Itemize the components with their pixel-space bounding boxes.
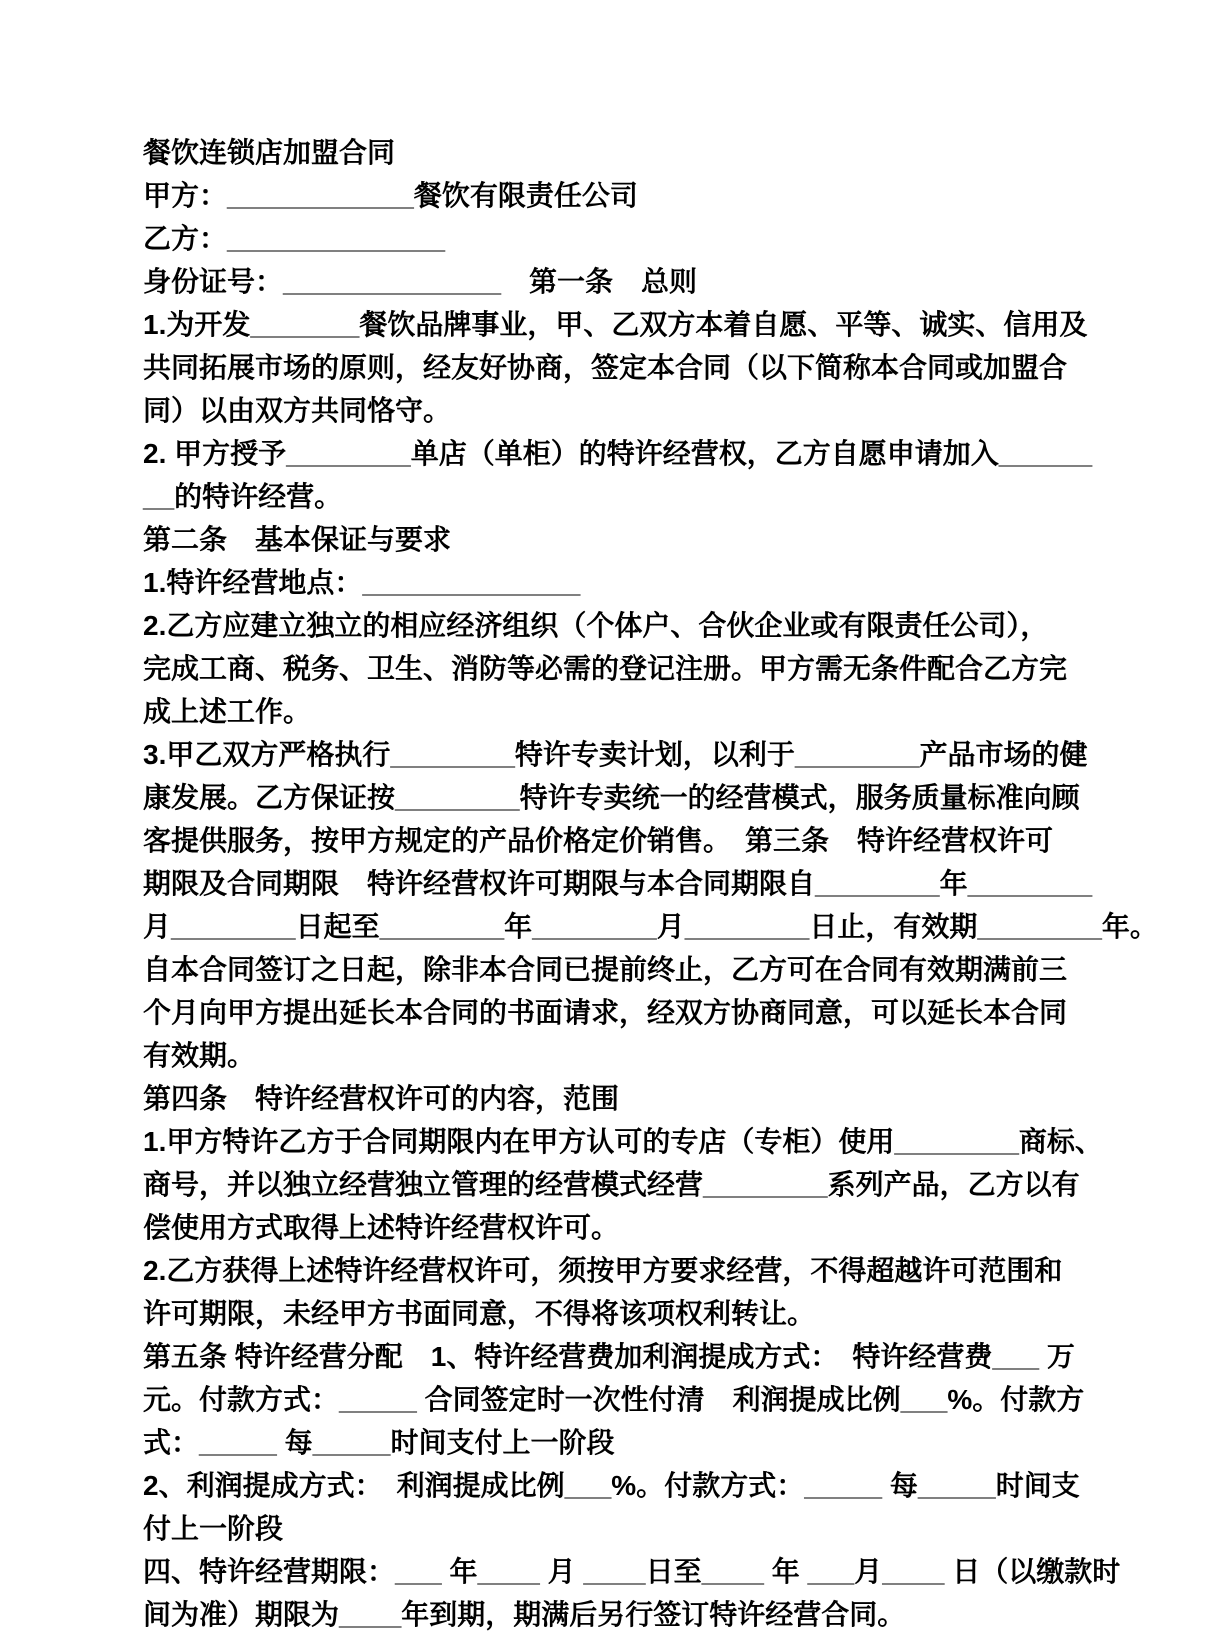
text-line: 康发展。乙方保证按________特许专卖统一的经营模式，服务质量标准向顾 bbox=[143, 782, 1080, 813]
text-line: 1.特许经营地点：______________ bbox=[143, 567, 581, 598]
text-line-section-5-heading: 第五条 特许经营分配 1、特许经营费加利润提成方式： 特许经营费___ 万 bbox=[143, 1341, 1075, 1372]
text-line: 同）以由双方共同恪守。 bbox=[143, 395, 452, 426]
text-line: 2.乙方应建立独立的相应经济组织（个体户、合伙企业或有限责任公司）， bbox=[143, 610, 1049, 641]
text-line: 2. 甲方授予________单店（单柜）的特许经营权，乙方自愿申请加入______ bbox=[143, 438, 1093, 469]
text-line: 四、特许经营期限：___ 年____ 月 ____日至____ 年 ___月____ 日（以缴款时 bbox=[143, 1556, 1121, 1587]
text-line: 付上一阶段 bbox=[143, 1513, 284, 1544]
text-line-id-number: 身份证号：______________ 第一条 总则 bbox=[143, 266, 698, 297]
text-line: 自本合同签订之日起，除非本合同已提前终止，乙方可在合同有效期满前三 bbox=[143, 954, 1068, 985]
document-body bbox=[143, 131, 1158, 1636]
text-line-section-4-heading: 第四条 特许经营权许可的内容，范围 bbox=[143, 1083, 620, 1114]
text-line: 成上述工作。 bbox=[143, 696, 312, 727]
text-line: 式：_____ 每_____时间支付上一阶段 bbox=[143, 1427, 615, 1458]
text-line: 月________日起至________年________月________日止，有效期________年。 bbox=[143, 911, 1158, 942]
text-line: 1.为开发_______餐饮品牌事业，甲、乙双方本着自愿、平等、诚实、信用及 bbox=[143, 309, 1088, 340]
text-line: 偿使用方式取得上述特许经营权许可。 bbox=[143, 1212, 620, 1243]
text-line: 1.甲方特许乙方于合同期限内在甲方认可的专店（专柜）使用________商标、 bbox=[143, 1126, 1103, 1157]
text-line: 完成工商、税务、卫生、消防等必需的登记注册。甲方需无条件配合乙方完 bbox=[143, 653, 1068, 684]
text-line: 2.乙方获得上述特许经营权许可，须按甲方要求经营，不得超越许可范围和 bbox=[143, 1255, 1063, 1286]
text-line: 元。付款方式：_____ 合同签定时一次性付清 利润提成比例___%。付款方 bbox=[143, 1384, 1085, 1415]
text-line-party-b: 乙方：______________ bbox=[143, 223, 446, 254]
text-line-party-a: 甲方：____________餐饮有限责任公司 bbox=[143, 180, 638, 211]
text-line: 间为准）期限为____年到期，期满后另行签订特许经营合同。 bbox=[143, 1599, 906, 1630]
text-line: 商号，并以独立经营独立管理的经营模式经营________系列产品，乙方以有 bbox=[143, 1169, 1080, 1200]
text-line: __的特许经营。 bbox=[143, 481, 343, 512]
text-line: 客提供服务，按甲方规定的产品价格定价销售。 第三条 特许经营权许可 bbox=[143, 825, 1054, 856]
text-line: 2、利润提成方式： 利润提成比例___%。付款方式：_____ 每_____时间支 bbox=[143, 1470, 1080, 1501]
text-line: 个月向甲方提出延长本合同的书面请求，经双方协商同意，可以延长本合同 bbox=[143, 997, 1068, 1028]
document-title: 餐饮连锁店加盟合同 bbox=[143, 137, 396, 168]
text-line: 3.甲乙双方严格执行________特许专卖计划，以利于________产品市场的健 bbox=[143, 739, 1088, 770]
text-line: 许可期限，未经甲方书面同意，不得将该项权利转让。 bbox=[143, 1298, 816, 1329]
text-line-section-2-heading: 第二条 基本保证与要求 bbox=[143, 524, 452, 555]
text-line: 期限及合同期限 特许经营权许可期限与本合同期限自________年________ bbox=[143, 868, 1093, 899]
text-line: 共同拓展市场的原则，经友好协商，签定本合同（以下简称本合同或加盟合 bbox=[143, 352, 1068, 383]
text-line: 有效期。 bbox=[143, 1040, 256, 1071]
